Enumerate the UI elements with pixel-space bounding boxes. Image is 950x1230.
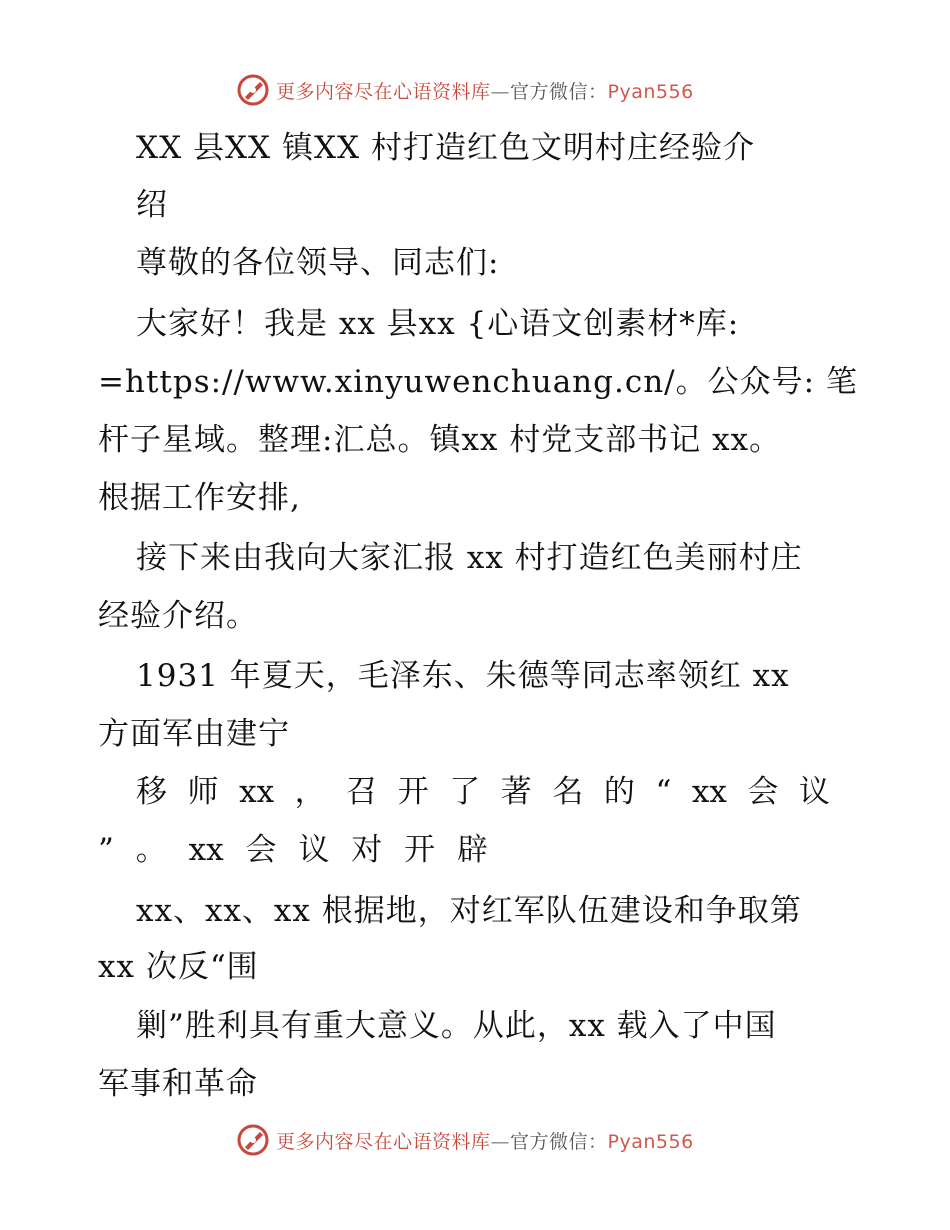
history-line-1: 1931 年夏天，毛泽东、朱德等同志率领红 xx xyxy=(136,658,790,694)
meeting-line-1 xyxy=(136,772,830,812)
banner-dash: — xyxy=(490,1130,511,1153)
spread-token: 对 xyxy=(351,832,383,868)
intro-line-4: 根据工作安排, xyxy=(98,480,301,516)
spread-token: 。 xyxy=(135,832,167,868)
banner-id: Pyan556 xyxy=(607,80,694,103)
victory-line-1: 剿”胜利具有重大意义。从此，xx 载入了中国 xyxy=(136,1008,777,1044)
greeting: 尊敬的各位领导、同志们: xyxy=(136,245,500,281)
banner-main-text: 更多内容尽在心语资料库 xyxy=(276,80,491,103)
meeting-line-2 xyxy=(98,830,488,870)
banner-label: 官方微信： xyxy=(510,1130,608,1153)
history-line-2: 方面军由建宁 xyxy=(98,716,290,752)
doc-title-line-1: XX 县XX 镇XX 村打造红色文明村庄经验介 xyxy=(136,130,755,166)
spread-token: 辟 xyxy=(456,832,488,868)
spread-token: ” xyxy=(98,832,114,868)
spread-token: xx xyxy=(239,774,275,810)
pen-logo-icon xyxy=(236,1123,270,1157)
spread-token: 了 xyxy=(449,774,481,810)
intro-line-2: =https://www.xinyuwenchuang.cn/。公众号: 笔 xyxy=(98,364,858,400)
spread-token: 会 xyxy=(747,774,779,810)
spread-token: 议 xyxy=(798,774,830,810)
spread-token: 名 xyxy=(552,774,584,810)
spread-token: “ xyxy=(655,774,672,810)
spread-token: 师 xyxy=(187,774,219,810)
intro-line-1: 大家好！我是 xx 县xx {心语文创素材*库: xyxy=(136,306,740,342)
bases-line-1: xx、xx、xx 根据地，对红军队伍建设和争取第 xyxy=(136,893,802,929)
spread-token: 开 xyxy=(397,774,429,810)
spread-token: 会 xyxy=(245,832,277,868)
report-line-1: 接下来由我向大家汇报 xx 村打造红色美丽村庄 xyxy=(136,540,803,576)
banner-dash: — xyxy=(490,80,511,103)
spread-token: 的 xyxy=(603,774,635,810)
spread-token: 开 xyxy=(404,832,436,868)
victory-line-2: 军事和革命 xyxy=(98,1066,258,1102)
banner-label: 官方微信： xyxy=(510,80,608,103)
spread-token: 议 xyxy=(298,832,330,868)
spread-token: xx xyxy=(188,832,224,868)
spread-token: 召 xyxy=(346,774,378,810)
spread-token: xx xyxy=(691,774,727,810)
banner-id: Pyan556 xyxy=(607,1130,694,1153)
report-line-2: 经验介绍。 xyxy=(98,598,258,634)
spread-token: 移 xyxy=(136,774,167,810)
pen-logo-icon xyxy=(236,73,270,107)
footer-banner xyxy=(236,1122,694,1158)
spread-token: ， xyxy=(294,774,326,810)
intro-line-3: 杆子星域。整理:汇总。镇xx 村党支部书记 xx。 xyxy=(98,422,782,458)
header-banner xyxy=(236,72,694,108)
doc-title-line-2: 绍 xyxy=(136,187,168,223)
bases-line-2: xx 次反“围 xyxy=(98,949,259,985)
banner-main-text: 更多内容尽在心语资料库 xyxy=(276,1130,491,1153)
spread-token: 著 xyxy=(500,774,532,810)
